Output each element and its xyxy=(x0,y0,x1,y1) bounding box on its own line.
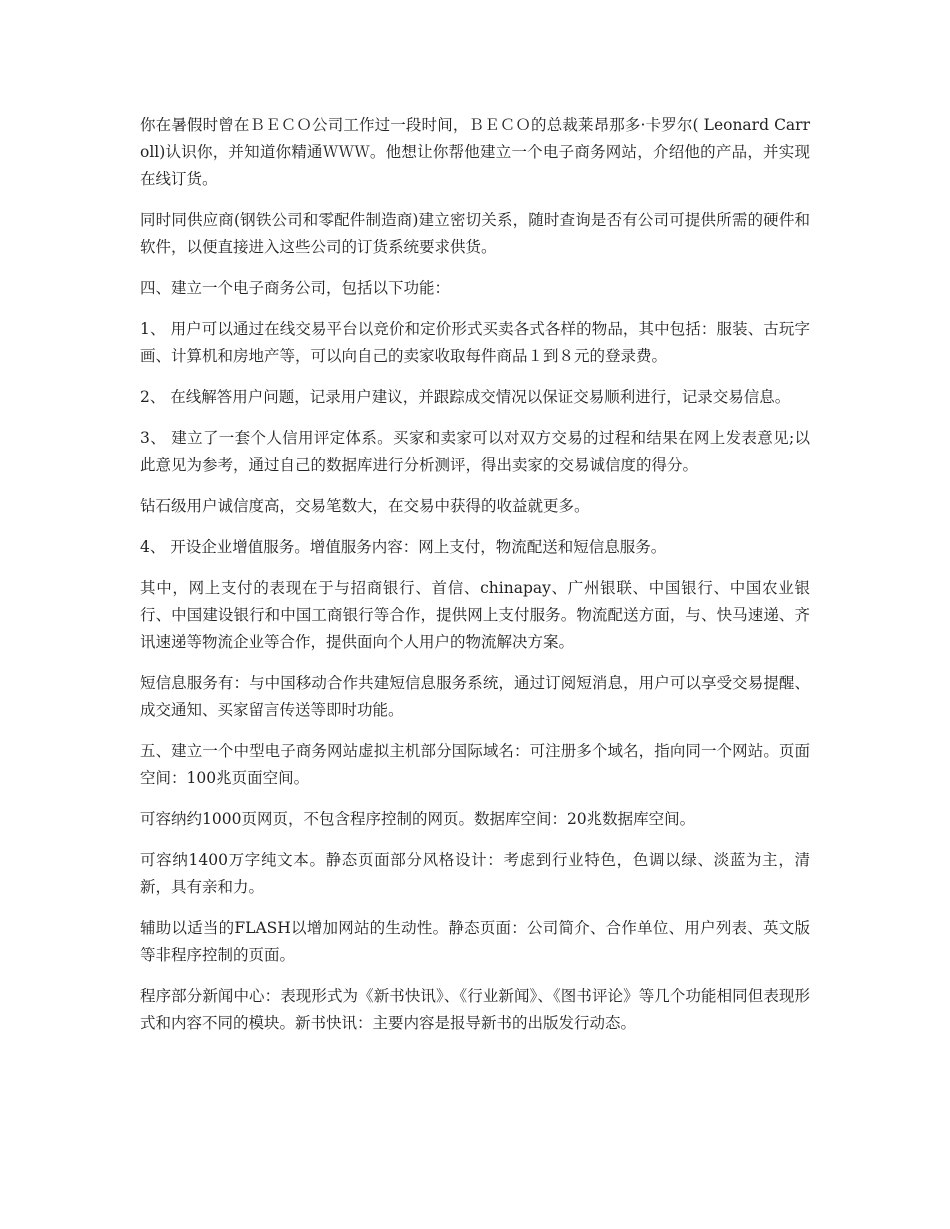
section-heading-four: 四、建立一个电子商务公司，包括以下功能： xyxy=(140,279,451,297)
paragraph-sms-service: 短信息服务有：与中国移动合作共建短信息服务系统，通过订阅短消息，用户可以享受交易提醒、成交通知、买家留言传送等即时功能。 xyxy=(140,674,810,719)
document-body xyxy=(140,112,810,1051)
paragraph-diamond-users: 钻石级用户诚信度高，交易笔数大，在交易中获得的收益就更多。 xyxy=(140,497,590,515)
paragraph-intro: 你在暑假时曾在ＢＥＣＯ公司工作过一段时间，ＢＥＣＯ的总裁莱昂那多·卡罗尔( Leonard Carroll)认识你，并知道你精通ＷＷＷ。他想让你帮他建立一个电子商务网站，介绍他的产品，并实现在线订货。 xyxy=(140,116,810,188)
list-item-3: 3、 建立了一套个人信用评定体系。买家和卖家可以对双方交易的过程和结果在网上发表意见;以此意见为参考，通过自己的数据库进行分析测评，得出卖家的交易诚信度的得分。 xyxy=(140,429,810,474)
paragraph-flash: 辅助以适当的FLASH以增加网站的生动性。静态页面：公司简介、合作单位、用户列表、英文版等非程序控制的页面。 xyxy=(140,919,810,964)
list-item-1: 1、 用户可以通过在线交易平台以竞价和定价形式买卖各式各样的物品，其中包括：服装、古玩字画、计算机和房地产等，可以向自己的卖家收取每件商品１到８元的登录费。 xyxy=(140,320,810,365)
list-item-2: 2、 在线解答用户问题，记录用户建议，并跟踪成交情况以保证交易顺利进行，记录交易信息。 xyxy=(140,388,791,406)
list-item-4: 4、 开设企业增值服务。增值服务内容：网上支付，物流配送和短信息服务。 xyxy=(140,538,667,556)
paragraph-suppliers: 同时同供应商(钢铁公司和零配件制造商)建立密切关系，随时查询是否有公司可提供所需的硬件和软件，以便直接进入这些公司的订货系统要求供货。 xyxy=(140,211,810,256)
paragraph-news-center: 程序部分新闻中心：表现形式为《新书快讯》、《行业新闻》、《图书评论》等几个功能相同但表现形式和内容不同的模块。新书快讯：主要内容是报导新书的出版发行动态。 xyxy=(140,987,810,1032)
paragraph-style-design: 可容纳1400万字纯文本。静态页面部分风格设计：考虑到行业特色，色调以绿、淡蓝为主，清新，具有亲和力。 xyxy=(140,851,810,896)
section-heading-five: 五、建立一个中型电子商务网站虚拟主机部分国际域名：可注册多个域名，指向同一个网站。页面空间：100兆页面空间。 xyxy=(140,742,810,787)
paragraph-webpage-capacity: 可容纳约1000页网页，不包含程序控制的网页。数据库空间：20兆数据库空间。 xyxy=(140,810,696,828)
paragraph-payment-logistics: 其中，网上支付的表现在于与招商银行、首信、chinapay、广州银联、中国银行、中国农业银行、中国建设银行和中国工商银行等合作，提供网上支付服务。物流配送方面，与、快马速递、齐讯速递等物流企业等合作，提供面向个人用户的物流解决方案。 xyxy=(140,579,810,651)
